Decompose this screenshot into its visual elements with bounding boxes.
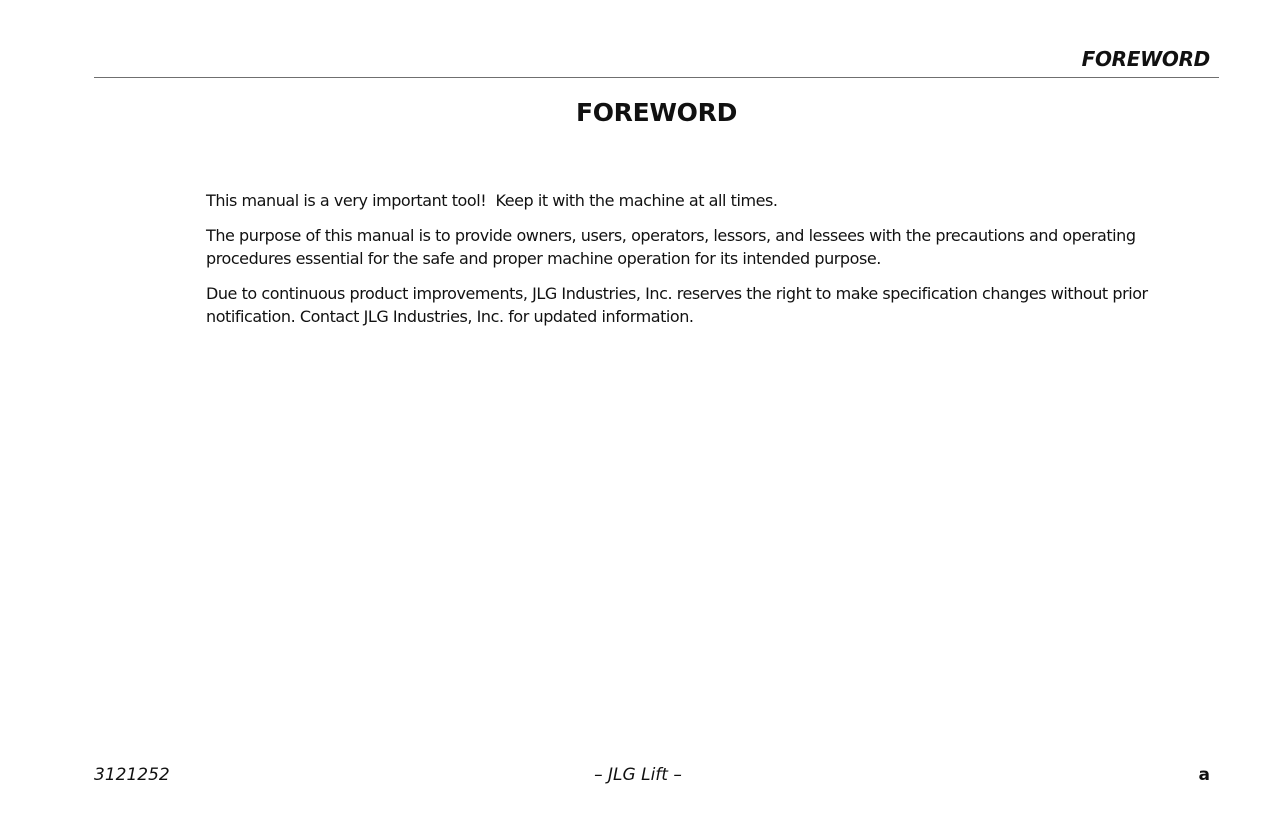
- paragraph: This manual is a very important tool! Keep it with the machine at all times.: [206, 191, 778, 210]
- footer-center-text: – JLG Lift –: [594, 765, 682, 785]
- running-header: FOREWORD: [1081, 47, 1210, 71]
- page-title: FOREWORD: [575, 98, 738, 127]
- paragraph: The purpose of this manual is to provide owners, users, operators, lessors, and lessees with the precautions and operating procedures essential for the safe and proper machine operation for its intended purpose.: [206, 226, 1136, 268]
- footer-page-label: a: [1198, 765, 1210, 785]
- paragraph: Due to continuous product improvements, JLG Industries, Inc. reserves the right to make specification changes without prior notification. Contact JLG Industries, Inc. for updated information.: [206, 284, 1148, 326]
- header-divider: [94, 77, 1219, 78]
- body-text: [206, 189, 1166, 340]
- footer-document-number: 3121252: [94, 765, 170, 785]
